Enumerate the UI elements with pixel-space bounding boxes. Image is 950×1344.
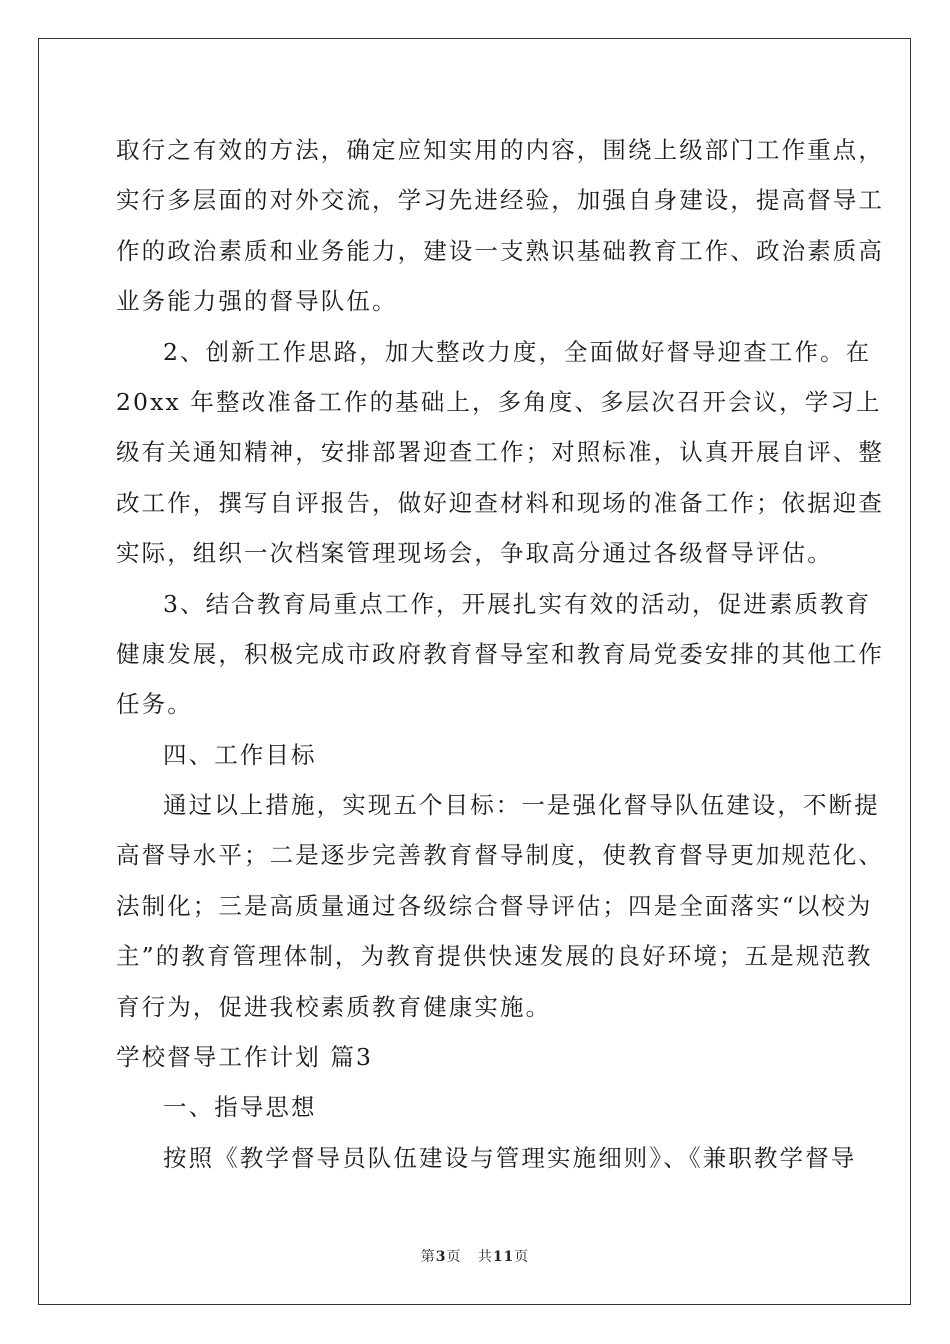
document-body: [116, 125, 884, 1183]
paragraph-line: 法制化；三是高质量通过各级综合督导评估；四是全面落实“以校为: [116, 891, 873, 920]
paragraph-line: 3、结合教育局重点工作，开展扎实有效的活动，促进素质教育: [163, 589, 872, 618]
paragraph-line: 业务能力强的督导队伍。: [116, 287, 398, 316]
paragraph-line: 作的政治素质和业务能力，建设一支熟识基础教育工作、政治素质高: [116, 236, 884, 265]
paragraph-line: 改工作，撰写自评报告，做好迎查材料和现场的准备工作；依据迎查: [116, 488, 884, 517]
paragraph-line: 高督导水平；二是逐步完善教育督导制度，使教育督导更加规范化、: [116, 841, 884, 870]
section-heading: 一、指导思想: [163, 1093, 317, 1122]
paragraph-line: 2、创新工作思路，加大整改力度，全面做好督导迎查工作。在: [163, 337, 872, 366]
paragraph-line: 实际，组织一次档案管理现场会，争取高分通过各级督导评估。: [116, 539, 833, 568]
paragraph-line: 主”的教育管理体制，为教育提供快速发展的良好环境；五是规范教: [116, 942, 873, 971]
page-footer: [0, 1246, 950, 1266]
paragraph-line: 按照《教学督导员队伍建设与管理实施细则》、《兼职教学督导: [163, 1143, 857, 1172]
paragraph-line: 育行为，促进我校素质教育健康实施。: [116, 992, 552, 1021]
section-heading: 四、工作目标: [163, 740, 317, 769]
total-pages: 11: [492, 1249, 515, 1265]
total-prefix: 共: [477, 1249, 493, 1265]
document-title: 学校督导工作计划 篇3: [116, 1043, 374, 1072]
page-suffix: 页: [446, 1249, 462, 1265]
paragraph-line: 实行多层面的对外交流，学习先进经验，加强自身建设，提高督导工: [116, 186, 884, 215]
paragraph-line: 取行之有效的方法，确定应知实用的内容，围绕上级部门工作重点，: [116, 136, 884, 164]
page-number: 3: [435, 1249, 447, 1265]
paragraph-line: 通过以上措施，实现五个目标：一是强化督导队伍建设，不断提: [163, 791, 880, 820]
paragraph-line: 任务。: [116, 690, 193, 719]
paragraph-line: 20xx 年整改准备工作的基础上，多角度、多层次召开会议，学习上: [116, 387, 882, 416]
page-prefix: 第: [420, 1249, 436, 1265]
paragraph-line: 级有关通知精神，安排部署迎查工作；对照标准，认真开展自评、整: [116, 438, 884, 467]
total-suffix: 页: [514, 1249, 530, 1265]
paragraph-line: 健康发展，积极完成市政府教育督导室和教育局党委安排的其他工作: [116, 639, 884, 668]
